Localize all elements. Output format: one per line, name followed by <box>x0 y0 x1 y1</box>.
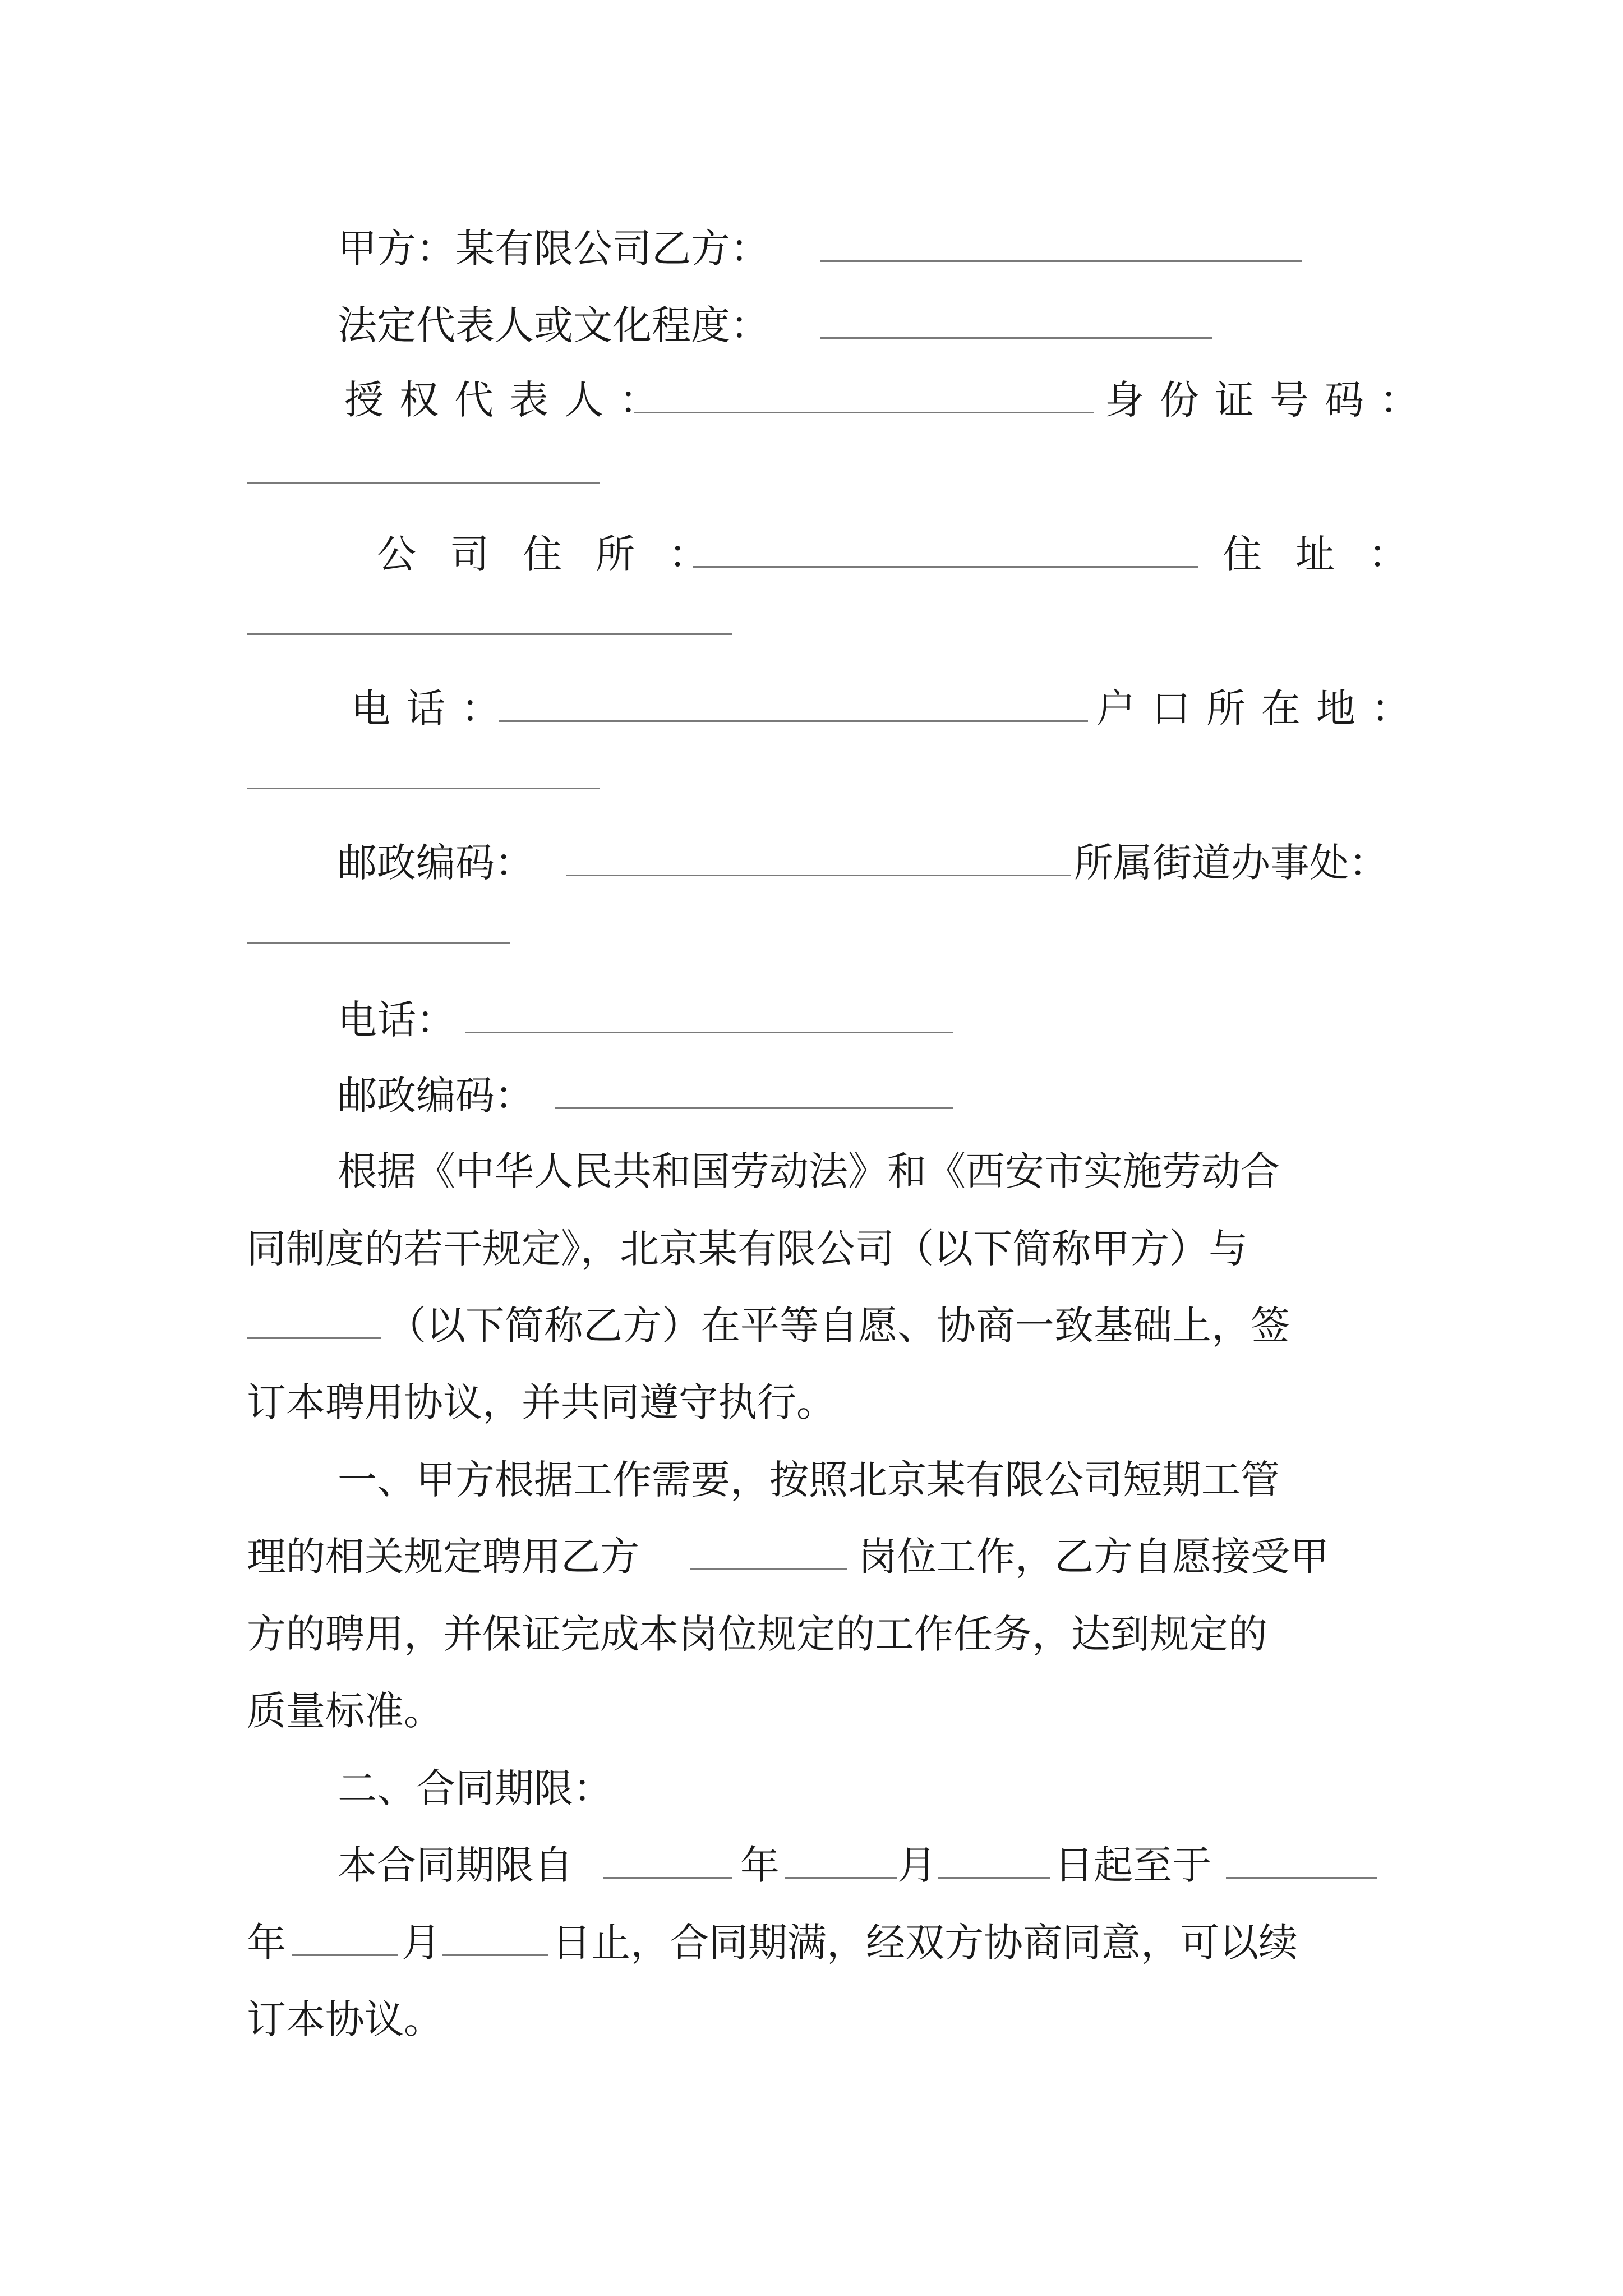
party-b-label: 乙方： <box>652 226 769 272</box>
address-label: 住址： <box>1223 531 1441 577</box>
term-line-2-year: 年 <box>247 1920 286 1966</box>
hukou-label: 户口所在地： <box>1096 685 1426 731</box>
id-number-label: 身份证号码： <box>1105 377 1435 423</box>
party-b-name-field[interactable] <box>247 1299 381 1352</box>
phone-label: 电话： <box>351 685 516 731</box>
intro-line-3: （以下简称乙方）在平等自愿、协商一致基础上，签 <box>387 1303 1290 1349</box>
street-office-label: 所属街道办事处： <box>1074 840 1388 886</box>
position-field[interactable] <box>690 1530 847 1584</box>
clause1-line-1: 一、甲方根据工作需要，按照北京某有限公司短期工管 <box>338 1457 1280 1503</box>
legal-rep-line <box>338 298 769 352</box>
clause1-line-2b: 岗位工作，乙方自愿接受甲 <box>858 1534 1329 1580</box>
street-office-field[interactable] <box>247 903 510 957</box>
end-month-field[interactable] <box>292 1916 398 1970</box>
start-year-field[interactable] <box>603 1838 732 1892</box>
company-address-label: 公司住所： <box>377 531 741 577</box>
postal-code-label: 邮政编码： <box>338 840 534 886</box>
term-line-2-rest: 日止，合同期满，经双方协商同意，可以续 <box>552 1920 1298 1966</box>
hukou-field[interactable] <box>247 749 600 803</box>
term-line-3: 订本协议。 <box>247 1996 443 2042</box>
phone2-label: 电话： <box>338 997 455 1043</box>
end-day-field[interactable] <box>442 1916 548 1970</box>
term-line-1a: 本合同期限自 <box>338 1842 573 1888</box>
address-field[interactable] <box>247 595 732 648</box>
clause1-line-2a: 理的相关规定聘用乙方 <box>247 1534 639 1580</box>
party-a-label: 甲方： <box>338 226 455 272</box>
intro-line-4: 订本聘用协议，并共同遵守执行。 <box>247 1379 836 1425</box>
term-year: 年 <box>740 1842 780 1888</box>
start-month-field[interactable] <box>785 1838 897 1892</box>
clause1-line-3: 方的聘用，并保证完成本岗位规定的工作任务，达到规定的 <box>247 1611 1267 1657</box>
party-line <box>338 222 769 275</box>
term-month: 月 <box>897 1842 937 1888</box>
intro-line-2: 同制度的若干规定》，北京某有限公司（以下简称甲方）与 <box>247 1226 1248 1272</box>
postal-code2-field[interactable] <box>555 1069 953 1122</box>
phone2-field[interactable] <box>465 993 953 1047</box>
legal-rep-field[interactable] <box>820 298 1212 352</box>
clause2-title: 二、合同期限： <box>338 1765 612 1811</box>
party-a-value: 某有限公司 <box>455 226 652 272</box>
term-day-from: 日起至于 <box>1054 1842 1211 1888</box>
party-b-field[interactable] <box>820 222 1302 275</box>
start-day-field[interactable] <box>938 1838 1050 1892</box>
company-address-field[interactable] <box>693 527 1198 581</box>
postal-code-field[interactable] <box>566 836 1071 890</box>
end-year-field-1[interactable] <box>1226 1838 1377 1892</box>
auth-rep-label: 授权代表人： <box>344 377 674 423</box>
phone-field[interactable] <box>499 682 1088 735</box>
intro-line-1: 根据《中华人民共和国劳动法》和《西安市实施劳动合 <box>338 1148 1280 1194</box>
term-line-2-month: 月 <box>402 1920 441 1966</box>
id-number-field[interactable] <box>247 443 600 497</box>
auth-rep-field[interactable] <box>634 373 1094 427</box>
clause1-line-4: 质量标准。 <box>247 1688 443 1734</box>
postal-code2-label: 邮政编码： <box>338 1073 534 1119</box>
legal-rep-label: 法定代表人或文化程度： <box>338 302 769 348</box>
